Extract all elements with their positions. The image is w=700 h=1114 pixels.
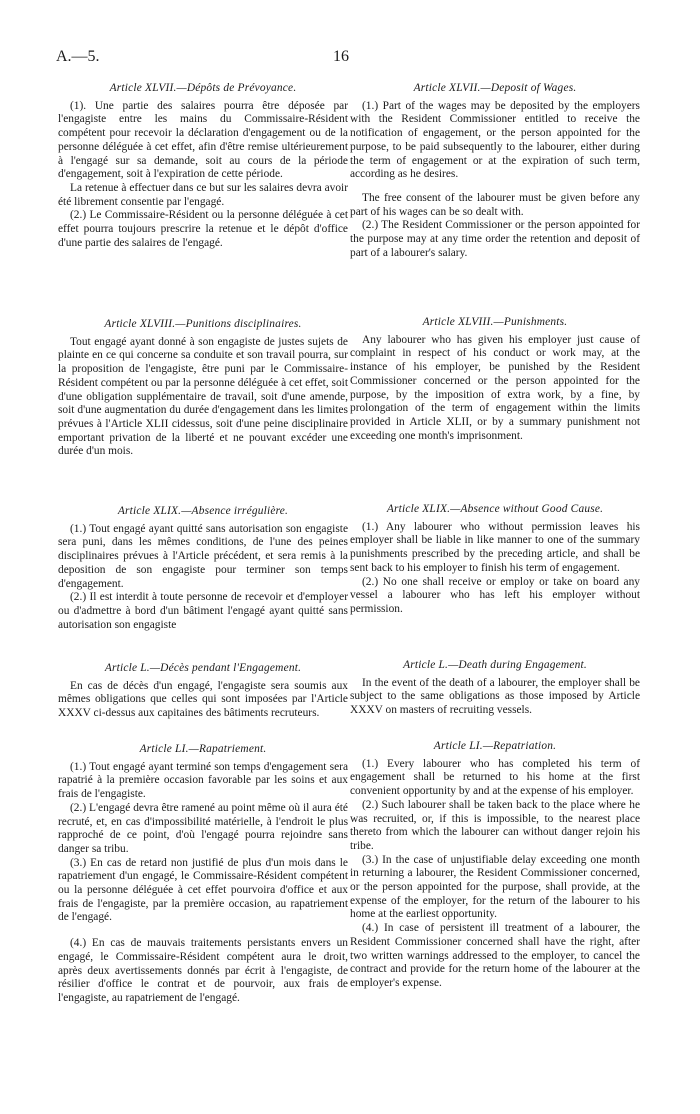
article-title: Article L.—Décès pendant l'Engagement. [104, 662, 302, 674]
article-paragraph: The free consent of the labourer must be given before any part of his wages can be so dealt with. [350, 191, 640, 218]
article-paragraph: Tout engagé ayant donné à son engagiste de justes sujets de plainte en ce qui concerne sa conduite et son travail pourra, sur la proposition de l'engagiste, être puni par le Commissaire-Résident compétent ou par la personne déléguée à cet effet, soit d'une obligation supplémentaire de travail, soit d'une amende, soit d'une augmentation du durée d'engagement dans les limites prévues à l'Article XLII cidessus, soit d'une peine disciplinaire emportant privation de la liberté et ne pouvant excéder une durée d'un mois. [58, 335, 348, 458]
article-paragraph: (3.) En cas de retard non justifié de plus d'un mois dans le rapatriement d'un engagé, le Commissaire-Résident compétent ou la personne déléguée à cet effet pourvoira d'office et aux frais de l'engagiste, par la première occasion, au rapatriement de l'engagé. [58, 856, 348, 924]
article-51-en [350, 740, 640, 991]
article-title: Article L.—Death during Engagement. [403, 659, 587, 671]
article-paragraph: (4.) In case of persistent ill treatment of a labourer, the Resident Commissioner concerned shall have the right, after two written warnings addressed to the employer, to cancel the contract and provide for the return home of the labourer at the employer's expense. [350, 922, 640, 989]
article-paragraph: Any labourer who has given his employer just cause of complaint in respect of his conduct or work may, at the instance of his employer, be punished by the Resident Commissioner concerned or the person appointed for the purpose, by the imposition of extra work, by a fine, by prolongation of the term of engagement within the limits provided in Article XLII, or by a summary punishment not exceeding one month's imprisonment. [350, 333, 640, 442]
article-paragraph: (2.) No one shall receive or employ or take on board any vessel a labourer who has left his employer without permission. [350, 575, 640, 615]
article-paragraph: (1). Une partie des salaires pourra être déposée par l'engagiste entre les mains du Commissaire-Résident compétent pour recevoir la déclaration d'engagement ou de la personne déléguée à cet effet, afin d'être remise ultérieurement à l'engagé sur sa demande, soit au cours de la période d'engagement, soit à l'expiration de cette période. [58, 99, 348, 181]
article-title: Article LI.—Rapatriement. [139, 743, 267, 755]
article-paragraph: (2.) Il est interdit à toute personne de recevoir et d'employer ou d'admettre à bord d'un bâtiment l'engagé ayant quitté sans autorisation son engagiste [58, 591, 348, 631]
article-title: Article XLVIII.—Punishments. [422, 316, 568, 328]
article-paragraph: (1.) Tout engagé ayant terminé son temps d'engagement sera rapatrié à la première occasion favorable par les soins et aux frais de l'engagiste. [58, 760, 348, 801]
article-50-fr [58, 662, 348, 721]
article-paragraph: (1.) Tout engagé ayant quitté sans autorisation son engagiste sera puni, dans les mêmes conditions, de l'une des peines disciplinaires prévues à l'Article précédent, et sera remis à la deposition de son engagiste pour terminer son temps d'engagement. [58, 522, 348, 590]
page-number: 16 [333, 48, 349, 65]
article-title: Article XLVII.—Dépôts de Prévoyance. [109, 82, 297, 94]
article-paragraph: (1.) Part of the wages may be deposited by the employers with the Resident Commissioner entitled to receive the notification of engagement, or the person appointed for the purpose, to be paid subsequently to the labourer, either during the term of engagement or at the expiration of such term, according as he desires. [350, 99, 640, 181]
document-reference: A.—5. [56, 48, 100, 65]
article-paragraph: La retenue à effectuer dans ce but sur les salaires devra avoir été librement consentie par l'engagé. [58, 181, 348, 208]
article-paragraph: (1.) Every labourer who has completed his term of engagement shall be returned to his home at the first convenient opportunity by and at the expense of his employer. [350, 757, 640, 798]
article-49-fr [58, 505, 348, 632]
article-paragraph: (2.) Le Commissaire-Résident ou la personne déléguée à cet effet pourra toujours prescrire la retenue et le dépôt d'office d'une partie des salaires de l'engagé. [58, 209, 348, 249]
article-paragraph: (2.) L'engagé devra être ramené au point même où il aura été recruté, et, en cas d'impossibilité matérielle, à l'endroit le plus rapproché de ce point, d'où l'engagé pourra rejoindre sans danger sa tribu. [58, 801, 348, 855]
article-49-en [350, 503, 640, 617]
article-title: Article XLIX.—Absence without Good Cause. [386, 503, 604, 515]
article-title: Article XLVIII.—Punitions disciplinaires. [104, 318, 302, 330]
article-47-en [350, 82, 640, 260]
article-title: Article XLVII.—Deposit of Wages. [413, 82, 577, 94]
page-header [0, 48, 700, 72]
article-paragraph: (2.) The Resident Commissioner or the person appointed for the purpose may at any time order the retention and deposit of part of a labourer's salary. [350, 219, 640, 259]
article-paragraph: En cas de décès d'un engagé, l'engagiste sera soumis aux mêmes obligations que celles qui sont imposées par l'Article XXXV ci-dessus aux capitaines des bâtiments recruteurs. [58, 679, 348, 720]
article-51-fr [58, 743, 348, 1006]
article-48-en [350, 316, 640, 443]
article-paragraph: (1.) Any labourer who without permission leaves his employer shall be liable in like manner to one of the summary punishments prescribed by the preceding article, and shall be sent back to his employer to finish his term of engagement. [350, 520, 640, 574]
article-50-en [350, 659, 640, 718]
article-paragraph: (2.) Such labourer shall be taken back to the place where he was recruited, or, if this is impossible, to the nearest place thereto from which the labourer can without danger rejoin his tribe. [350, 798, 640, 852]
article-48-fr [58, 318, 348, 459]
article-title: Article XLIX.—Absence irrégulière. [117, 505, 289, 517]
article-title: Article LI.—Repatriation. [433, 740, 557, 752]
article-47-fr [58, 82, 348, 250]
article-paragraph: (4.) En cas de mauvais traitements persistants envers un engagé, le Commissaire-Résident compétent aura le droit, après deux avertissements donnés par écrit à l'engagiste, de résilier d'office le contrat et de pourvoir, aux frais de l'engagiste, au rapatriement de l'engagé. [58, 937, 348, 1004]
article-paragraph: In the event of the death of a labourer, the employer shall be subject to the same obligations as those imposed by Article XXXV on masters of recruiting vessels. [350, 676, 640, 717]
article-paragraph: (3.) In the case of unjustifiable delay exceeding one month in returning a labourer, the Resident Commissioner concerned, or the person appointed for the purpose, shall provide, at the expense of the employer, for the return of the labourer to his home at the earliest opportunity. [350, 853, 640, 921]
